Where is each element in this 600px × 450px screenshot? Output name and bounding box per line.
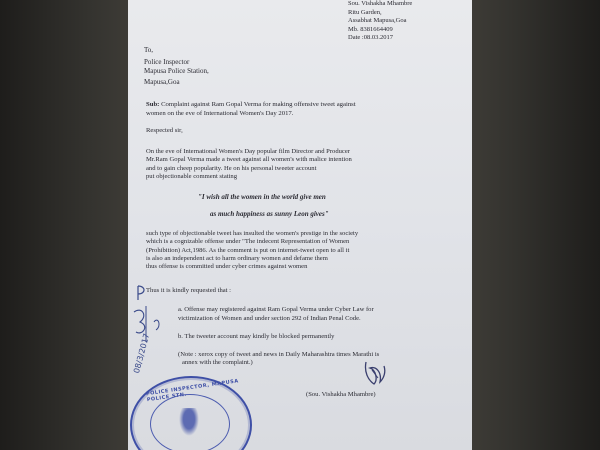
background-left [0, 0, 128, 450]
subject-label: Sub: [146, 101, 160, 108]
recipient-line: To, [144, 46, 154, 54]
paragraph-line: Mr.Ram Gopal Verma made a tweet against all women's with malice intention [146, 156, 352, 164]
paragraph-line: which is a cognizable offense under "The indecent Representation of Women [146, 238, 350, 246]
paragraph-line: is also an independent act to harm ordinary women and defame them [146, 254, 328, 262]
background-right [472, 0, 600, 450]
quote-line-1: "I wish all the women in the world give men [198, 193, 326, 201]
letter-page [128, 0, 472, 450]
signature-scribble [360, 358, 390, 390]
salutation: Respected sir, [146, 127, 183, 134]
note-line: annex with the complaint.) [182, 359, 253, 367]
paragraph-line: On the eve of International Women's Day popular film Director and Producer [146, 148, 350, 155]
emblem-icon [179, 408, 199, 436]
sender-line: Assabhat Mapusa,Goa [348, 17, 407, 25]
sender-line: Date :08.03.2017 [348, 34, 393, 42]
paragraph-2 [146, 230, 358, 271]
point-b: b. The tweeter account may kindly be blocked permanently [178, 333, 335, 340]
request-line: Thus it is kindly requested that : [146, 287, 231, 294]
point-a-line-2: victimization of Women and under section 292 of Indian Penal Code. [178, 315, 361, 322]
subject-text: Complaint against Ram Gopal Verma for making offensive tweet against [159, 101, 356, 108]
police-stamp [130, 376, 252, 450]
sender-line: Sou. Vishakha Mhambre [348, 0, 413, 7]
paragraph-line: (Prohibition) Act,1986. As the comment is put on internet-tweet open to all it [146, 246, 350, 254]
paragraph-line: put objectionable comment stating [146, 172, 238, 180]
note-line: (Note : xerox copy of tweet and news in Daily Maharashtra times Marathi is [178, 351, 380, 358]
recipient-line: Mapusa Police Station, [144, 67, 209, 75]
margin-date-note: 08/3/2017 [132, 332, 152, 375]
stamp-text: POLICE INSPECTOR, MAPUSA POLICE STN. [145, 378, 240, 404]
recipient-line: Mapusa,Goa [144, 78, 180, 86]
quote-line-2: as much happiness as sunny Leon gives" [210, 210, 329, 218]
subject-block [146, 100, 356, 118]
recipient-line: Police Inspector [144, 58, 190, 66]
sender-line: Ritu Garden, [348, 8, 382, 16]
recipient-address [144, 46, 209, 87]
paragraph-line: such type of objectionable tweet has insulted the women's prestige in the society [146, 230, 359, 237]
note [178, 351, 379, 368]
point-a-line-1: a. Offense may registered against Ram Gopal Verma under Cyber Law for [178, 306, 374, 313]
subject-text: women on the eve of International Women's Day 2017. [146, 110, 294, 117]
paragraph-1 [146, 148, 352, 181]
paragraph-line: thus offense is committed under cyber crimes against women [146, 263, 308, 271]
paragraph-line: and to gain cheep popularity. He on his personal tweeter account [146, 164, 317, 172]
signature-name: (Sou. Vishakha Mhambre) [306, 391, 376, 398]
sender-line: Mb. 8381664409 [348, 25, 393, 33]
sender-address [348, 0, 472, 43]
